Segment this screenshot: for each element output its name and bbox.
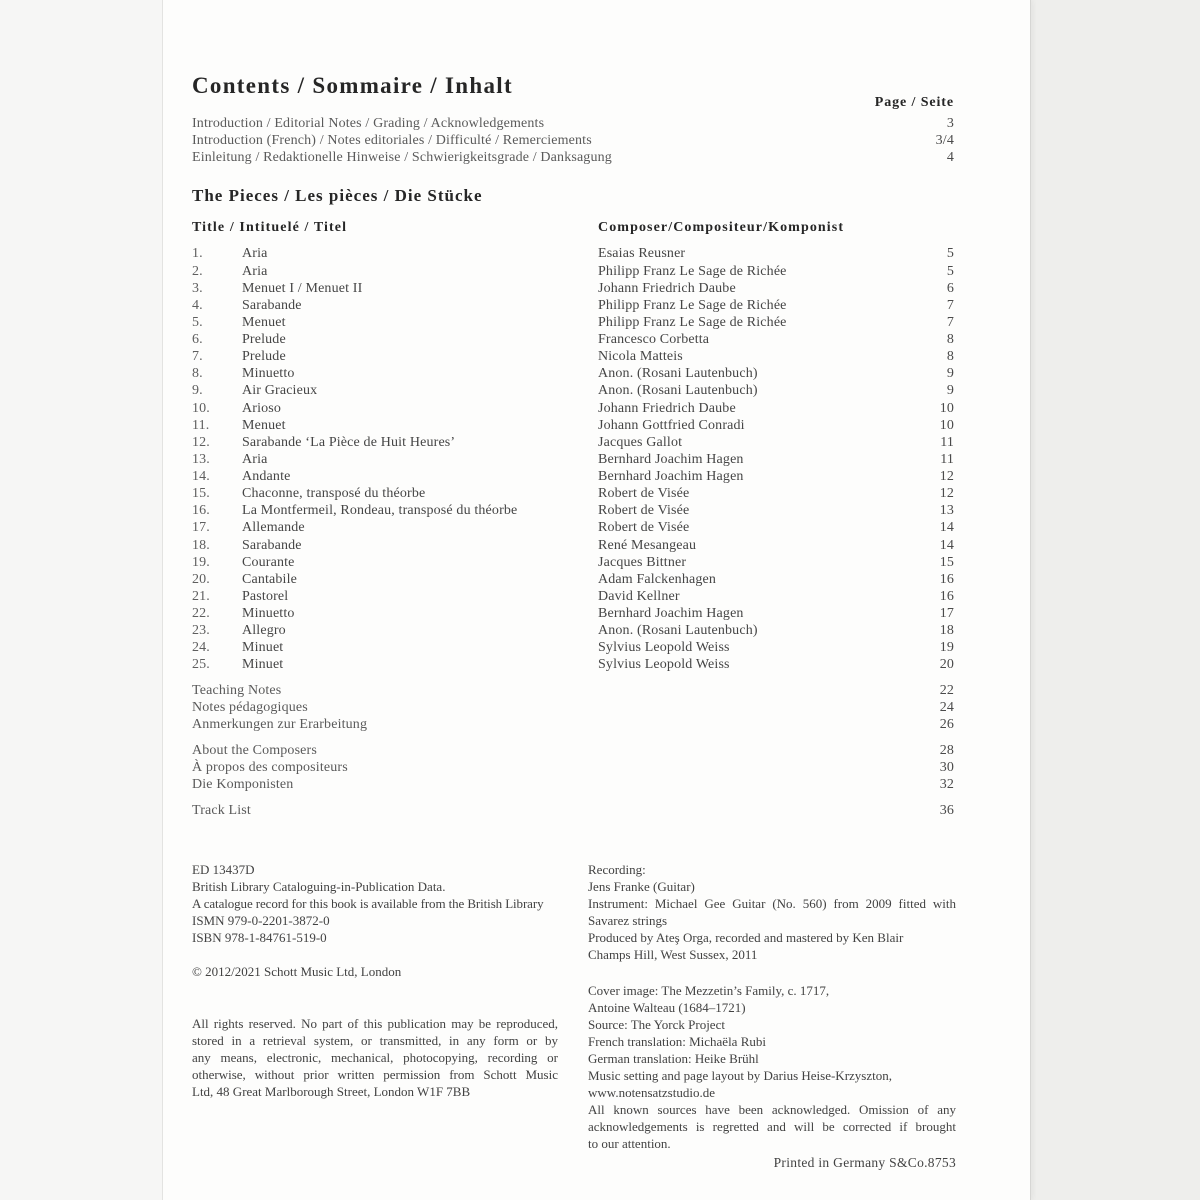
recording-line: Produced by Ateş Orga, recorded and mastered by Ken Blair	[588, 929, 904, 945]
catalogue-block	[192, 861, 558, 946]
piece-row	[192, 605, 954, 622]
entry-label: Teaching Notes	[192, 682, 282, 698]
piece-number: 12.	[192, 434, 210, 450]
piece-page: 16	[939, 571, 954, 587]
rights-block	[192, 1015, 558, 1100]
piece-title: Minuet	[242, 657, 284, 673]
piece-title: Menuet	[242, 417, 286, 433]
piece-number: 8.	[192, 366, 203, 382]
piece-number: 19.	[192, 554, 210, 570]
piece-row	[192, 537, 954, 554]
piece-page: 18	[939, 623, 954, 639]
piece-page: 8	[946, 349, 954, 365]
piece-title: Minuetto	[242, 366, 295, 382]
piece-number: 4.	[192, 297, 203, 313]
entry-page: 4	[946, 149, 954, 165]
pieces-list	[192, 245, 954, 673]
piece-composer: Adam Falckenhagen	[598, 571, 717, 587]
piece-page: 9	[946, 383, 954, 399]
about-composers-entry	[192, 776, 954, 793]
piece-number: 9.	[192, 383, 203, 399]
piece-title: Prelude	[242, 332, 286, 348]
entry-page: 26	[939, 716, 954, 732]
entry-page: 22	[939, 682, 954, 698]
rights-line: otherwise, without prior written permission from Schott Music	[192, 1066, 558, 1082]
piece-composer: Bernhard Joachim Hagen	[598, 469, 744, 485]
track-list-entry	[192, 802, 954, 819]
piece-composer: Robert de Visée	[598, 520, 690, 536]
piece-page: 14	[939, 520, 954, 536]
piece-number: 11.	[192, 417, 210, 433]
piece-page: 15	[939, 554, 954, 570]
teaching-notes-entry	[192, 716, 954, 733]
piece-row	[192, 554, 954, 571]
rights-line: Ltd, 48 Great Marlborough Street, London W1F 7BB	[192, 1083, 471, 1099]
entry-page: 3	[946, 115, 954, 131]
credits-line: to our attention.	[588, 1135, 671, 1151]
entry-page: 28	[939, 742, 954, 758]
piece-page: 5	[946, 263, 954, 279]
piece-row	[192, 468, 954, 485]
piece-page: 8	[946, 332, 954, 348]
piece-number: 5.	[192, 314, 203, 330]
piece-title: Prelude	[242, 349, 286, 365]
piece-row	[192, 622, 954, 639]
piece-number: 16.	[192, 503, 210, 519]
credits-line: German translation: Heike Brühl	[588, 1050, 759, 1066]
piece-number: 14.	[192, 469, 210, 485]
entry-label: Anmerkungen zur Erarbeitung	[192, 716, 368, 732]
piece-number: 24.	[192, 640, 210, 656]
piece-page: 11	[940, 434, 954, 450]
piece-composer: Jacques Bittner	[598, 554, 687, 570]
entry-label: Einleitung / Redaktionelle Hinweise / Schwierigkeitsgrade / Danksagung	[192, 149, 612, 165]
catalogue-line: A catalogue record for this book is available from the British Library	[192, 895, 544, 911]
piece-composer: Nicola Matteis	[598, 349, 683, 365]
piece-row	[192, 400, 954, 417]
entry-page: 30	[939, 759, 954, 775]
entry-label: About the Composers	[192, 742, 317, 758]
piece-composer: Anon. (Rosani Lautenbuch)	[598, 623, 758, 639]
piece-title: Air Gracieux	[242, 383, 318, 399]
piece-row	[192, 417, 954, 434]
piece-composer: Bernhard Joachim Hagen	[598, 451, 744, 467]
intro-entry	[192, 115, 954, 132]
credits-line: Source: The Yorck Project	[588, 1016, 725, 1032]
piece-row	[192, 245, 954, 262]
piece-composer: Anon. (Rosani Lautenbuch)	[598, 383, 758, 399]
credits-line: Antoine Walteau (1684–1721)	[588, 999, 746, 1015]
track-list-section	[192, 802, 954, 819]
piece-number: 7.	[192, 349, 203, 365]
piece-row	[192, 331, 954, 348]
piece-row	[192, 588, 954, 605]
piece-title: Allegro	[242, 623, 286, 639]
piece-page: 7	[946, 297, 954, 313]
copyright-block	[192, 963, 558, 980]
piece-composer: René Mesangeau	[598, 537, 697, 553]
about-composers-list	[192, 742, 954, 793]
intro-list	[192, 115, 954, 166]
piece-row	[192, 434, 954, 451]
piece-composer: Philipp Franz Le Sage de Richée	[598, 263, 787, 279]
piece-title: Sarabande ‘La Pièce de Huit Heures’	[242, 434, 456, 450]
teaching-notes-entry	[192, 699, 954, 716]
piece-title: Aria	[242, 451, 268, 467]
entry-page: 32	[939, 776, 954, 792]
piece-number: 25.	[192, 657, 210, 673]
piece-title: Courante	[242, 554, 295, 570]
entry-page: 36	[939, 802, 954, 818]
teaching-notes-entry	[192, 682, 954, 699]
about-composers-entry	[192, 759, 954, 776]
piece-page: 10	[939, 400, 954, 416]
piece-title: Andante	[242, 469, 291, 485]
piece-composer: Sylvius Leopold Weiss	[598, 657, 730, 673]
piece-composer: Johann Friedrich Daube	[598, 280, 736, 296]
composer-column-header: Composer/Compositeur/Komponist	[598, 220, 845, 235]
page-column-header: Page / Seite	[874, 95, 954, 110]
title-column-header: Title / Intituelé / Titel	[192, 220, 348, 235]
edition-number: ED 13437D	[192, 861, 255, 877]
about-composers-entry	[192, 742, 954, 759]
teaching-notes-list	[192, 682, 954, 733]
credits-line: Cover image: The Mezzetin’s Family, c. 1717,	[588, 982, 830, 998]
piece-page: 14	[939, 537, 954, 553]
credits-line: Music setting and page layout by Darius Heise-Krzyszton,	[588, 1067, 892, 1083]
piece-number: 6.	[192, 332, 203, 348]
piece-composer: Anon. (Rosani Lautenbuch)	[598, 366, 758, 382]
piece-row	[192, 502, 954, 519]
piece-title: Menuet	[242, 314, 286, 330]
piece-title: Aria	[242, 246, 268, 262]
piece-row	[192, 263, 954, 280]
pieces-heading: The Pieces / Les pièces / Die Stücke	[192, 186, 483, 205]
entry-page: 24	[939, 699, 954, 715]
piece-composer: Philipp Franz Le Sage de Richée	[598, 314, 787, 330]
piece-row	[192, 297, 954, 314]
recording-line: Recording:	[588, 861, 646, 877]
recording-line: Savarez strings	[588, 912, 668, 928]
piece-composer: Johann Gottfried Conradi	[598, 417, 745, 433]
piece-page: 20	[939, 657, 954, 673]
piece-row	[192, 656, 954, 673]
credits-line: French translation: Michaëla Rubi	[588, 1033, 766, 1049]
piece-row	[192, 382, 954, 399]
copyright-line: © 2012/2021 Schott Music Ltd, London	[192, 963, 402, 979]
piece-row	[192, 451, 954, 468]
piece-page: 10	[939, 417, 954, 433]
piece-page: 13	[939, 503, 954, 519]
piece-number: 23.	[192, 623, 210, 639]
piece-number: 2.	[192, 263, 203, 279]
rights-line: stored in a retrieval system, or transmitted, in any form or by	[192, 1032, 558, 1048]
piece-title: Arioso	[242, 400, 282, 416]
piece-title: Aria	[242, 263, 268, 279]
piece-composer: David Kellner	[598, 588, 680, 604]
piece-composer: Sylvius Leopold Weiss	[598, 640, 730, 656]
piece-title: Cantabile	[242, 571, 297, 587]
piece-row	[192, 314, 954, 331]
contents-title: Contents / Sommaire / Inhalt	[192, 73, 513, 98]
piece-row	[192, 280, 954, 297]
piece-page: 16	[939, 588, 954, 604]
piece-number: 20.	[192, 571, 210, 587]
recording-block	[588, 861, 956, 963]
piece-number: 1.	[192, 246, 203, 262]
recording-line: Jens Franke (Guitar)	[588, 878, 695, 894]
piece-row	[192, 348, 954, 365]
piece-number: 10.	[192, 400, 210, 416]
piece-number: 21.	[192, 588, 210, 604]
piece-composer: Johann Friedrich Daube	[598, 400, 736, 416]
piece-page: 9	[946, 366, 954, 382]
entry-label: Notes pédagogiques	[192, 699, 308, 715]
piece-title: Sarabande	[242, 297, 302, 313]
piece-page: 17	[939, 606, 954, 622]
piece-composer: Esaias Reusner	[598, 246, 686, 262]
isbn-line: ISBN 978-1-84761-519-0	[192, 929, 327, 945]
piece-number: 15.	[192, 486, 210, 502]
entry-page: 3/4	[935, 132, 954, 148]
catalogue-line: British Library Cataloguing-in-Publication Data.	[192, 878, 446, 894]
piece-composer: Jacques Gallot	[598, 434, 683, 450]
piece-number: 17.	[192, 520, 210, 536]
entry-label: Introduction (French) / Notes editoriales / Difficulté / Remerciements	[192, 132, 592, 148]
piece-row	[192, 485, 954, 502]
piece-title: Minuetto	[242, 606, 295, 622]
piece-row	[192, 639, 954, 656]
piece-composer: Philipp Franz Le Sage de Richée	[598, 297, 787, 313]
credits-line: All known sources have been acknowledged. Omission of any	[588, 1101, 956, 1117]
piece-title: Allemande	[242, 520, 305, 536]
printed-in-line: Printed in Germany S&Co.8753	[773, 1154, 956, 1170]
credits-line: acknowledgements is regretted and will be corrected if brought	[588, 1118, 956, 1134]
piece-composer: Robert de Visée	[598, 486, 690, 502]
piece-number: 22.	[192, 606, 210, 622]
piece-title: Pastorel	[242, 588, 289, 604]
credits-block	[588, 982, 956, 1152]
piece-title: Sarabande	[242, 537, 302, 553]
piece-composer: Francesco Corbetta	[598, 332, 710, 348]
intro-entry	[192, 149, 954, 166]
piece-page: 6	[946, 280, 954, 296]
recording-line: Instrument: Michael Gee Guitar (No. 560) from 2009 fitted with	[588, 895, 956, 911]
piece-page: 12	[939, 469, 954, 485]
piece-title: Chaconne, transposé du théorbe	[242, 486, 426, 502]
piece-title: Menuet I / Menuet II	[242, 280, 363, 296]
rights-line: any means, electronic, mechanical, photocopying, recording or	[192, 1049, 558, 1065]
piece-row	[192, 571, 954, 588]
piece-row	[192, 519, 954, 536]
piece-page: 5	[946, 246, 954, 262]
piece-page: 7	[946, 314, 954, 330]
piece-composer: Robert de Visée	[598, 503, 690, 519]
piece-title: Minuet	[242, 640, 284, 656]
piece-page: 12	[939, 486, 954, 502]
piece-title: La Montfermeil, Rondeau, transposé du théorbe	[242, 503, 518, 519]
entry-label: À propos des compositeurs	[192, 759, 348, 775]
piece-number: 18.	[192, 537, 210, 553]
piece-composer: Bernhard Joachim Hagen	[598, 606, 744, 622]
intro-entry	[192, 132, 954, 149]
entry-label: Track List	[192, 802, 251, 818]
piece-row	[192, 365, 954, 382]
piece-page: 11	[940, 451, 954, 467]
recording-line: Champs Hill, West Sussex, 2011	[588, 946, 758, 962]
rights-line: All rights reserved. No part of this publication may be reproduced,	[192, 1015, 558, 1031]
ismn-line: ISMN 979-0-2201-3872-0	[192, 912, 330, 928]
website-text: www.notensatzstudio.de	[588, 1084, 715, 1100]
piece-page: 19	[939, 640, 954, 656]
piece-number: 3.	[192, 280, 203, 296]
piece-number: 13.	[192, 451, 210, 467]
entry-label: Die Komponisten	[192, 776, 294, 792]
entry-label: Introduction / Editorial Notes / Grading / Acknowledgements	[192, 115, 545, 131]
